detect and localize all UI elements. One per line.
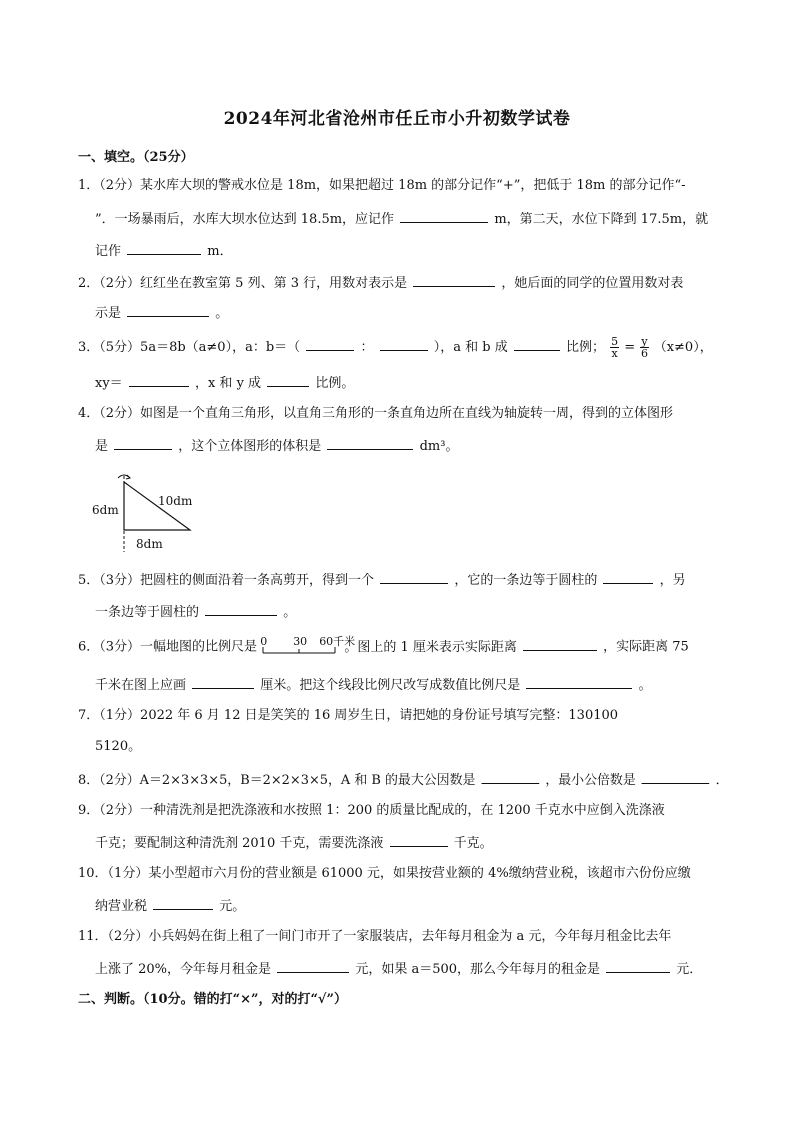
q3-text-d: （x≠0）， <box>653 340 713 355</box>
q6-text-c: ，实际距离 75 <box>603 639 689 655</box>
q1-line2 <box>95 210 708 228</box>
q3-line1 <box>78 336 713 359</box>
right-triangle-figure <box>88 470 198 554</box>
q11-text-a: 上涨了 20%，今年每月租金是 <box>95 962 272 977</box>
q1-text-b: m，第二天，水位下降到 17.5m，就 <box>494 212 709 227</box>
q9-blank-1[interactable] <box>390 834 448 847</box>
q5-blank-1[interactable] <box>380 571 448 584</box>
q7-line2: 5120。 <box>95 739 142 754</box>
q3-text-g: 比例。 <box>315 376 355 391</box>
q6-line2 <box>95 676 652 694</box>
q4-text-c: dm³。 <box>419 439 459 454</box>
label-10dm: 10dm <box>158 494 193 508</box>
line-scale-bar <box>260 635 356 657</box>
q5-blank-2[interactable] <box>603 571 653 584</box>
q3-blank-proportion-1[interactable] <box>514 338 560 351</box>
q8-text-b: ，最小公倍数是 <box>545 773 636 788</box>
q6-text-e: 厘米。把这个线段比例尺改写成数值比例尺是 <box>260 678 521 693</box>
q11-line1: 11．（2分）小兵妈妈在街上租了一间门市开了一家服装店，去年每月租金为 a 元，今年每月租金比去年 <box>78 929 672 944</box>
q9-text-b: 千克。 <box>453 836 493 851</box>
q1-line1: 1．（2分）某水库大坝的警戒水位是 18m，如果把超过 18m 的部分记作“+”，把低于 18m 的部分记作“- <box>78 178 686 193</box>
q4-blank-volume[interactable] <box>327 437 413 450</box>
q3-colon: ： <box>360 340 374 355</box>
q3-text-e: xy＝ <box>95 376 123 391</box>
q9-line1: 9．（2分）一种清洗剂是把洗涤液和水按照 1：200 的质量比配成的，在 1200 千克水中应倒入洗涤液 <box>78 803 665 818</box>
q3-text-b: ），a 和 b 成 <box>433 340 508 355</box>
q6-text-f: 。 <box>638 678 652 693</box>
q3-text-c: 比例； <box>566 340 606 355</box>
q5-text-a: 5．（3分）把圆柱的侧面沿着一条高剪开，得到一个 <box>78 573 375 588</box>
q9-line2 <box>95 834 493 852</box>
q7-line1: 7．（1分）2022 年 6 月 12 日是笑笑的 16 周岁生日，请把她的身份证号填写完整：130100 <box>78 708 619 723</box>
q5-line1 <box>78 571 686 589</box>
q5-line2 <box>95 603 296 621</box>
q4-blank-solid[interactable] <box>114 437 172 450</box>
q5-text-b: ，它的一条边等于圆柱的 <box>454 573 598 588</box>
q6-text-d: 千米在图上应画 <box>95 678 187 693</box>
q4-text-b: ，这个立体图形的体积是 <box>178 439 322 454</box>
q3-text-a: 3．（5分）5a＝8b（a≠0），a：b＝（ <box>78 340 301 355</box>
q4-line1: 4．（2分）如图是一个直角三角形，以直角三角形的一条直角边所在直线为轴旋转一周，得到的立体图形 <box>78 406 674 421</box>
q5-text-e: 。 <box>283 605 297 620</box>
q11-line2 <box>95 960 702 978</box>
q2-blank-1[interactable] <box>413 274 495 287</box>
q3-eq: = <box>624 340 636 355</box>
scale-60-km: 60千米 <box>319 635 356 648</box>
q2-text-a: 2．（2分）红红坐在教室第 5 列、第 3 行，用数对表示是 <box>78 276 408 291</box>
scale-0: 0 <box>260 635 268 648</box>
q1-text-d: m． <box>207 244 233 259</box>
q8-line1 <box>78 771 729 789</box>
label-8dm: 8dm <box>136 537 163 551</box>
q8-blank-lcm[interactable] <box>642 771 710 784</box>
q4-line2 <box>95 437 458 455</box>
q11-text-c: 元． <box>676 962 703 977</box>
q6-blank-2[interactable] <box>192 676 254 689</box>
q3-fraction-5-over-x: $\frac{5}{x}$ <box>611 335 619 360</box>
q1-text-a: ”．一场暴雨后，水库大坝水位达到 18.5m，应记作 <box>95 212 395 227</box>
q5-text-c: ，另 <box>659 573 686 588</box>
q3-blank-proportion-2[interactable] <box>267 374 309 387</box>
q1-text-c: 记作 <box>95 244 122 259</box>
q4-text-a: 是 <box>95 439 109 454</box>
q1-blank-2[interactable] <box>127 242 201 255</box>
q11-blank-2[interactable] <box>606 960 670 973</box>
q11-text-b: 元，如果 a＝500，那么今年每月的租金是 <box>355 962 601 977</box>
q11-blank-1[interactable] <box>277 960 349 973</box>
q6-blank-1[interactable] <box>523 638 597 651</box>
q2-line2 <box>95 304 228 322</box>
q10-blank-1[interactable] <box>153 897 213 910</box>
q10-text-a: 纳营业税 <box>95 899 148 914</box>
q3-blank-ratio-b[interactable] <box>380 338 428 351</box>
label-6dm: 6dm <box>92 503 119 517</box>
q3-text-f: ，x 和 y 成 <box>194 376 262 391</box>
q2-line1 <box>78 274 683 292</box>
q5-text-d: 一条边等于圆柱的 <box>95 605 200 620</box>
q2-text-d: 。 <box>215 306 229 321</box>
q2-text-c: 示是 <box>95 306 122 321</box>
q8-text-c: ． <box>715 773 729 788</box>
q3-fraction-y-over-6: $\frac{y}{6}$ <box>640 335 648 360</box>
section-fill-blank-heading: 一、填空。（25分） <box>78 150 194 165</box>
q5-blank-3[interactable] <box>205 603 277 616</box>
q10-line2 <box>95 897 245 915</box>
q2-text-b: ，她后面的同学的位置用数对表 <box>501 276 684 291</box>
scale-30: 30 <box>293 635 308 648</box>
q9-text-a: 千克；要配制这种清洗剂 2010 千克，需要洗涤液 <box>95 836 384 851</box>
q6-text-b: 。图上的 1 厘米表示实际距离 <box>344 639 517 655</box>
q6-blank-3[interactable] <box>526 676 632 689</box>
q1-blank-1[interactable] <box>400 210 488 223</box>
exam-title: 2024年河北省沧州市任丘市小升初数学试卷 <box>223 109 571 129</box>
q2-blank-2[interactable] <box>127 304 209 317</box>
q6-text-a: 6．（3分）一幅地图的比例尺是 <box>78 639 258 655</box>
q3-line2 <box>95 374 354 392</box>
q8-text-a: 8．（2分）A＝2×3×3×5，B＝2×2×3×5，A 和 B 的最大公因数是 <box>78 773 476 788</box>
q10-text-b: 元。 <box>219 899 246 914</box>
q6-line1 <box>78 637 689 658</box>
q3-blank-xy[interactable] <box>129 374 189 387</box>
q1-line3 <box>95 242 233 260</box>
section-judge-heading: 二、判断。（10分。错的打“×”，对的打“√”） <box>78 992 347 1007</box>
q8-blank-gcd[interactable] <box>482 771 540 784</box>
q3-blank-ratio-a[interactable] <box>306 338 354 351</box>
q10-line1: 10．（1分）某小型超市六月份的营业额是 61000 元，如果按营业额的 4%缴纳营业税，该超市六份份应缴 <box>78 866 691 881</box>
